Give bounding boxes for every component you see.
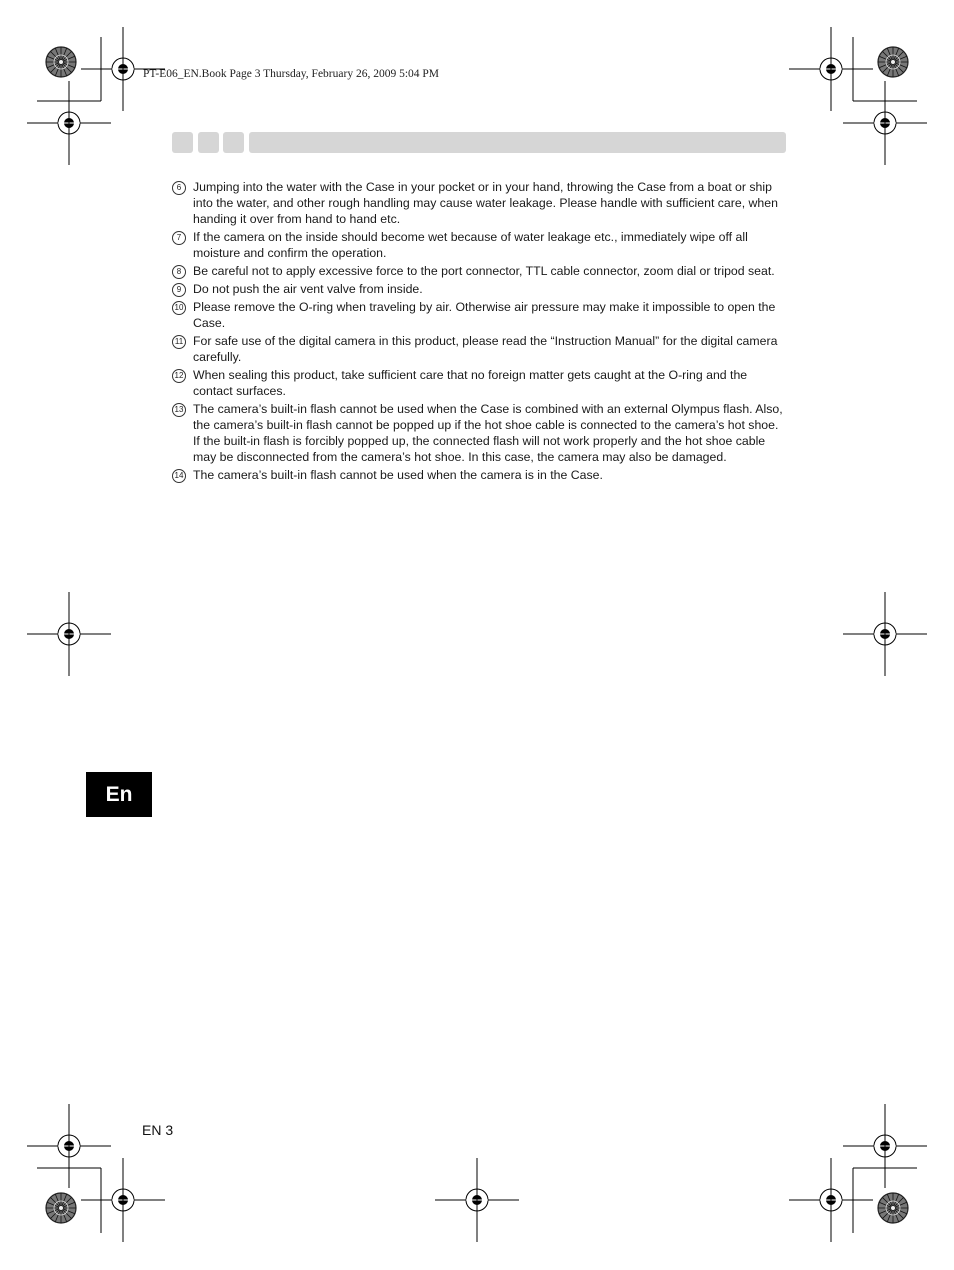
item-text: If the camera on the inside should become wet because of water leakage etc., immediately wipe off all moisture and confirm the operation. [193,230,748,260]
item-number: 14 [172,469,186,483]
list-item [172,367,786,399]
list-item [172,299,786,331]
section-title-bar [249,132,786,153]
item-text: For safe use of the digital camera in this product, please read the “Instruction Manual” for the digital camera carefully. [193,334,778,364]
section-tab-2 [198,132,219,153]
section-tab-3 [223,132,244,153]
page-number: EN 3 [142,1122,174,1138]
item-number: 11 [172,335,186,349]
language-tab: En [86,772,152,817]
list-item [172,179,786,227]
item-number: 6 [172,181,186,195]
item-number: 9 [172,283,186,297]
list-item [172,229,786,261]
list-item [172,263,786,279]
item-text: The camera’s built-in flash cannot be used when the Case is combined with an external Olympus flash. Also, the camera’s built-in flash cannot be popped up if the hot shoe cable is connected to the camera’s hot shoe. If the built-in flash is forcibly popped up, the connected flash will not work properly and the hot shoe cable may be disconnected from the camera’s hot shoe. In this case, the camera may also be damaged. [193,402,783,464]
list-item [172,333,786,365]
book-info-header: PT-E06_EN.Book Page 3 Thursday, February 26, 2009 5:04 PM [143,68,440,80]
list-item [172,281,786,297]
item-text: The camera’s built-in flash cannot be used when the camera is in the Case. [193,468,603,482]
list-item [172,401,786,465]
precautions-list [172,179,786,485]
item-number: 13 [172,403,186,417]
list-item [172,467,786,483]
item-text: When sealing this product, take sufficient care that no foreign matter gets caught at the O-ring and the contact surfaces. [193,368,748,398]
item-text: Jumping into the water with the Case in your pocket or in your hand, throwing the Case from a boat or ship into the water, and other rough handling may cause water leakage. Please handle with sufficient care, when handing it over from hand to hand etc. [193,180,778,226]
section-tab-1 [172,132,193,153]
item-number: 12 [172,369,186,383]
item-number: 10 [172,301,186,315]
item-text: Please remove the O-ring when traveling by air. Otherwise air pressure may make it impossible to open the Case. [193,300,776,330]
item-number: 7 [172,231,186,245]
item-text: Do not push the air vent valve from inside. [193,282,423,296]
item-text: Be careful not to apply excessive force to the port connector, TTL cable connector, zoom dial or tripod seat. [193,264,775,278]
item-number: 8 [172,265,186,279]
